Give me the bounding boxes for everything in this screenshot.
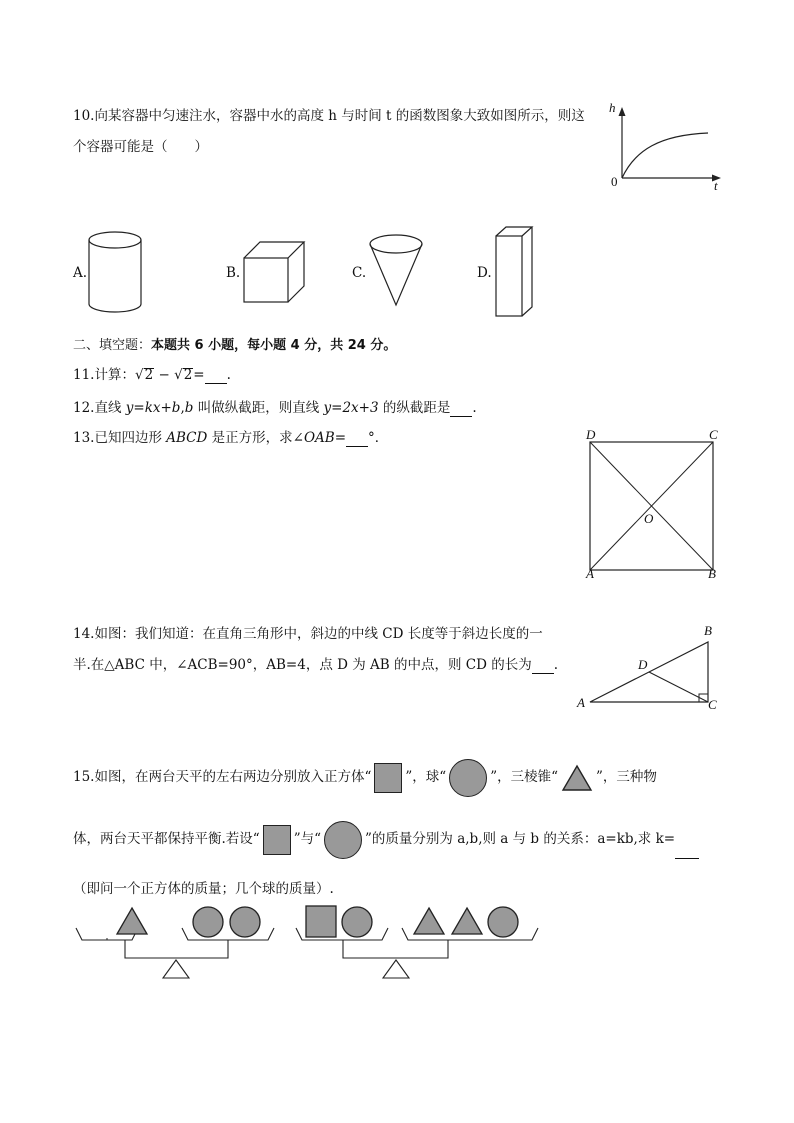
- q10-line2: 个容器可能是（ ）: [73, 139, 208, 155]
- q13-abcd: ABCD: [166, 430, 208, 446]
- sqrt-expr-1: √2: [134, 367, 154, 383]
- q11-answer-blank[interactable]: [205, 367, 227, 384]
- ball-shape-icon: [449, 759, 487, 797]
- q14-answer-blank[interactable]: [532, 657, 554, 674]
- q15-line1: [73, 758, 657, 797]
- q11-equals: =: [193, 367, 205, 383]
- q13-text2: 是正方形，求∠: [207, 430, 304, 446]
- q12-answer-blank[interactable]: [450, 400, 472, 417]
- q12-end: .: [472, 400, 477, 416]
- q15-line3: （即问一个正方体的质量；几个球的质量）.: [73, 881, 334, 897]
- q15-line2: [73, 820, 699, 859]
- q14-line2-text: 半.在△ABC 中，∠ACB=90°，AB=4，点 D 为 AB 的中点，则 CD 的长为: [73, 657, 532, 673]
- option-d-label: D.: [477, 265, 492, 281]
- q15-answer-blank[interactable]: [675, 820, 699, 859]
- option-b-label: B.: [226, 265, 241, 281]
- q13-line: [73, 426, 388, 447]
- cube-icon: [240, 238, 310, 308]
- graph-origin-label: 0: [611, 174, 618, 189]
- label-d: D: [638, 657, 648, 672]
- right-triangle-diagram: [572, 620, 732, 720]
- label-a: A: [586, 566, 594, 581]
- q15-line1-b: ”，球“: [405, 769, 447, 785]
- prism-icon: [494, 226, 542, 320]
- q12-eq1: y=kx+b: [125, 400, 181, 416]
- q10-graph: [600, 100, 730, 192]
- balance-1: [76, 907, 274, 978]
- square-diagram: [580, 425, 730, 585]
- label-b: B: [704, 623, 712, 638]
- q11-radicand-1: 2: [144, 367, 154, 383]
- q11-line: [73, 363, 231, 384]
- label-o: O: [644, 511, 654, 526]
- q13-text1: 13.已知四边形: [73, 430, 167, 446]
- balance-diagram: [70, 900, 550, 985]
- balance-2: [296, 906, 538, 978]
- graph-h-label: h: [609, 100, 616, 115]
- q11-radicand-2: 2: [183, 367, 193, 383]
- q11-end: .: [226, 367, 231, 383]
- q12-text2: ,: [180, 400, 185, 416]
- q10-line1: 10.向某容器中匀速注水，容器中水的高度 h 与时间 t 的函数图象大致如图所示，则这: [73, 108, 585, 124]
- q15-line1-a: 15.如图，在两台天平的左右两边分别放入正方体“: [73, 769, 372, 785]
- graph-t-label: t: [714, 178, 718, 193]
- q11-minus: −: [154, 367, 175, 383]
- cube-shape-icon: [374, 763, 402, 793]
- q15-line2-b: ”与“: [293, 831, 322, 847]
- q14-line1: 14.如图：我们知道：在直角三角形中，斜边的中线 CD 长度等于斜边长度的一: [73, 626, 543, 642]
- label-c: C: [709, 427, 718, 442]
- q15-line1-c: ”，三棱锥“: [490, 769, 558, 785]
- label-c: C: [708, 697, 717, 712]
- label-b: B: [708, 566, 716, 581]
- q12-eq2: y=2x+3: [323, 400, 379, 416]
- q11-prefix: 11.计算：: [73, 367, 135, 383]
- q13-oab: OAB: [303, 430, 335, 446]
- ball-shape-icon: [324, 821, 362, 859]
- q12-text3: 叫做纵截距，则直线: [193, 400, 324, 416]
- q13-end: °．: [368, 430, 389, 446]
- q13-text3: =: [334, 430, 347, 446]
- cube-shape-icon: [263, 825, 291, 855]
- q14-end: .: [553, 657, 559, 673]
- q12-text4: 的纵截距是: [378, 400, 451, 416]
- q15-line2-c: ”的质量分别为 a,b,则 a 与 b 的关系：a=kb,求 k=: [365, 831, 676, 847]
- pyramid-shape-icon: [561, 764, 593, 792]
- option-a-label: A.: [73, 265, 88, 281]
- sqrt-expr-2: √2: [174, 367, 193, 383]
- label-a: A: [577, 695, 585, 710]
- q12-line: [73, 396, 477, 417]
- q15-line2-a: 体，两台天平都保持平衡.若设“: [73, 831, 260, 847]
- section-2-prefix: 二、填空题：: [73, 338, 152, 353]
- option-c-label: C.: [352, 265, 367, 281]
- q12-b: b: [184, 400, 194, 416]
- cylinder-icon: [86, 228, 146, 318]
- q15-line1-d: ”，三种物: [596, 769, 657, 785]
- section-2-heading: [73, 334, 396, 353]
- label-d: D: [586, 427, 596, 442]
- q13-answer-blank[interactable]: [346, 430, 368, 447]
- q14-line2: [73, 653, 558, 674]
- q12-text1: 12.直线: [73, 400, 126, 416]
- section-2-text: 本题共 6 小题，每小题 4 分，共 24 分。: [151, 338, 397, 353]
- cone-icon: [366, 232, 428, 310]
